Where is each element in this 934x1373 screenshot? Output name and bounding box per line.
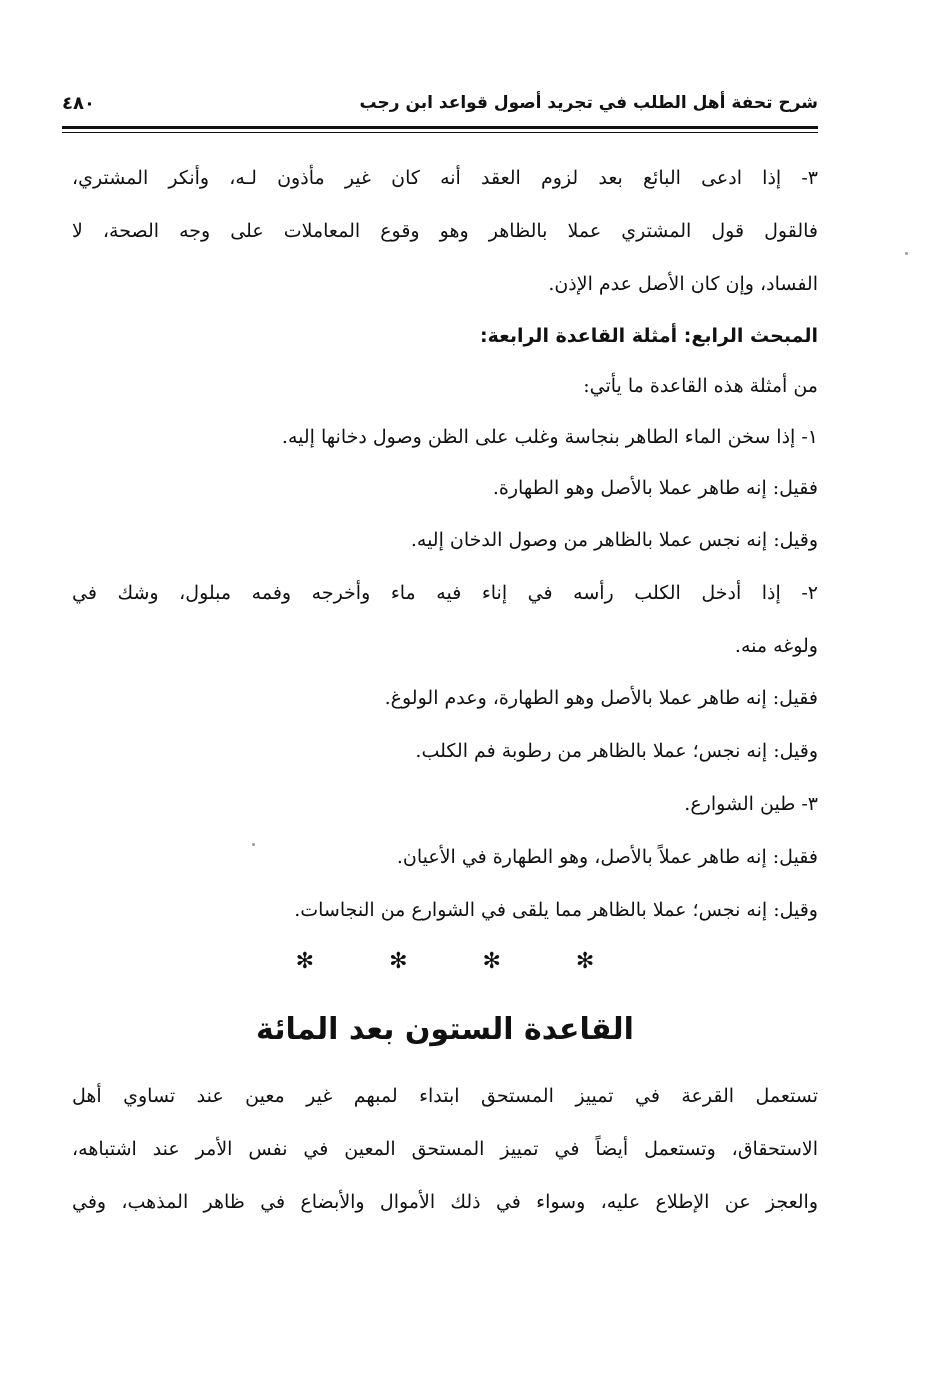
paragraph-line: الاستحقاق، وتستعمل أيضاً في تمييز المستحق المعين في نفس الأمر عند اشتباهه، (72, 1138, 818, 1160)
paragraph-line: وقيل: إنه نجس؛ عملا بالظاهر من رطوبة فم الكلب. (415, 740, 818, 762)
paragraph-line: ولوغه منه. (734, 635, 818, 657)
chapter-title: القاعدة الستون بعد المائة (256, 1012, 634, 1047)
scan-speck (905, 252, 908, 255)
scan-speck (252, 843, 255, 846)
paragraph-line: فقيل: إنه طاهر عملاً بالأصل، وهو الطهارة في الأعيان. (396, 846, 818, 868)
paragraph-line: والعجز عن الإطلاع عليه، وسواء في ذلك الأموال والأبضاع في ظاهر المذهب، وفي (72, 1191, 818, 1213)
page-number: ٤٨٠ (62, 93, 95, 114)
list-item: ٢- إذا أدخل الكلب رأسه في إناء فيه ماء وأخرجه وفمه مبلول، وشك في (72, 582, 818, 604)
section-separator: ✻ ✻ ✻ ✻ (295, 949, 629, 974)
section-heading: المبحث الرابع: أمثلة القاعدة الرابعة: (480, 325, 818, 347)
paragraph-line: من أمثلة هذه القاعدة ما يأتي: (583, 375, 818, 397)
header-rule-thin (62, 132, 818, 133)
list-item: ١- إذا سخن الماء الطاهر بنجاسة وغلب على الظن وصول دخانها إليه. (281, 426, 818, 448)
paragraph-line: فقيل: إنه طاهر عملا بالأصل وهو الطهارة. (492, 477, 818, 499)
paragraph-line: وقيل: إنه نجس عملا بالظاهر من وصول الدخان إليه. (410, 529, 818, 551)
paragraph-line: وقيل: إنه نجس؛ عملا بالظاهر مما يلقى في الشوارع من النجاسات. (294, 899, 818, 921)
paragraph-line: فقيل: إنه طاهر عملا بالأصل وهو الطهارة، وعدم الولوغ. (384, 687, 818, 709)
paragraph-line: فالقول قول المشتري عملا بالظاهر وهو وقوع المعاملات على وجه الصحة، لا (72, 220, 818, 242)
paragraph-line: الفساد، وإن كان الأصل عدم الإذن. (548, 273, 818, 295)
header-rule-thick (62, 126, 818, 129)
page-header (62, 88, 818, 122)
page-body (72, 165, 818, 1215)
book-title: شرح تحفة أهل الطلب في تجريد أصول قواعد ابن رجب (359, 93, 818, 113)
paragraph-line: ٣- إذا ادعى البائع بعد لزوم العقد أنه كان غير مأذون لـه، وأنكر المشتري، (72, 167, 818, 189)
list-item: ٣- طين الشوارع. (684, 793, 818, 815)
paragraph-line: تستعمل القرعة في تمييز المستحق ابتداء لمبهم غير معين عند تساوي أهل (72, 1085, 818, 1107)
